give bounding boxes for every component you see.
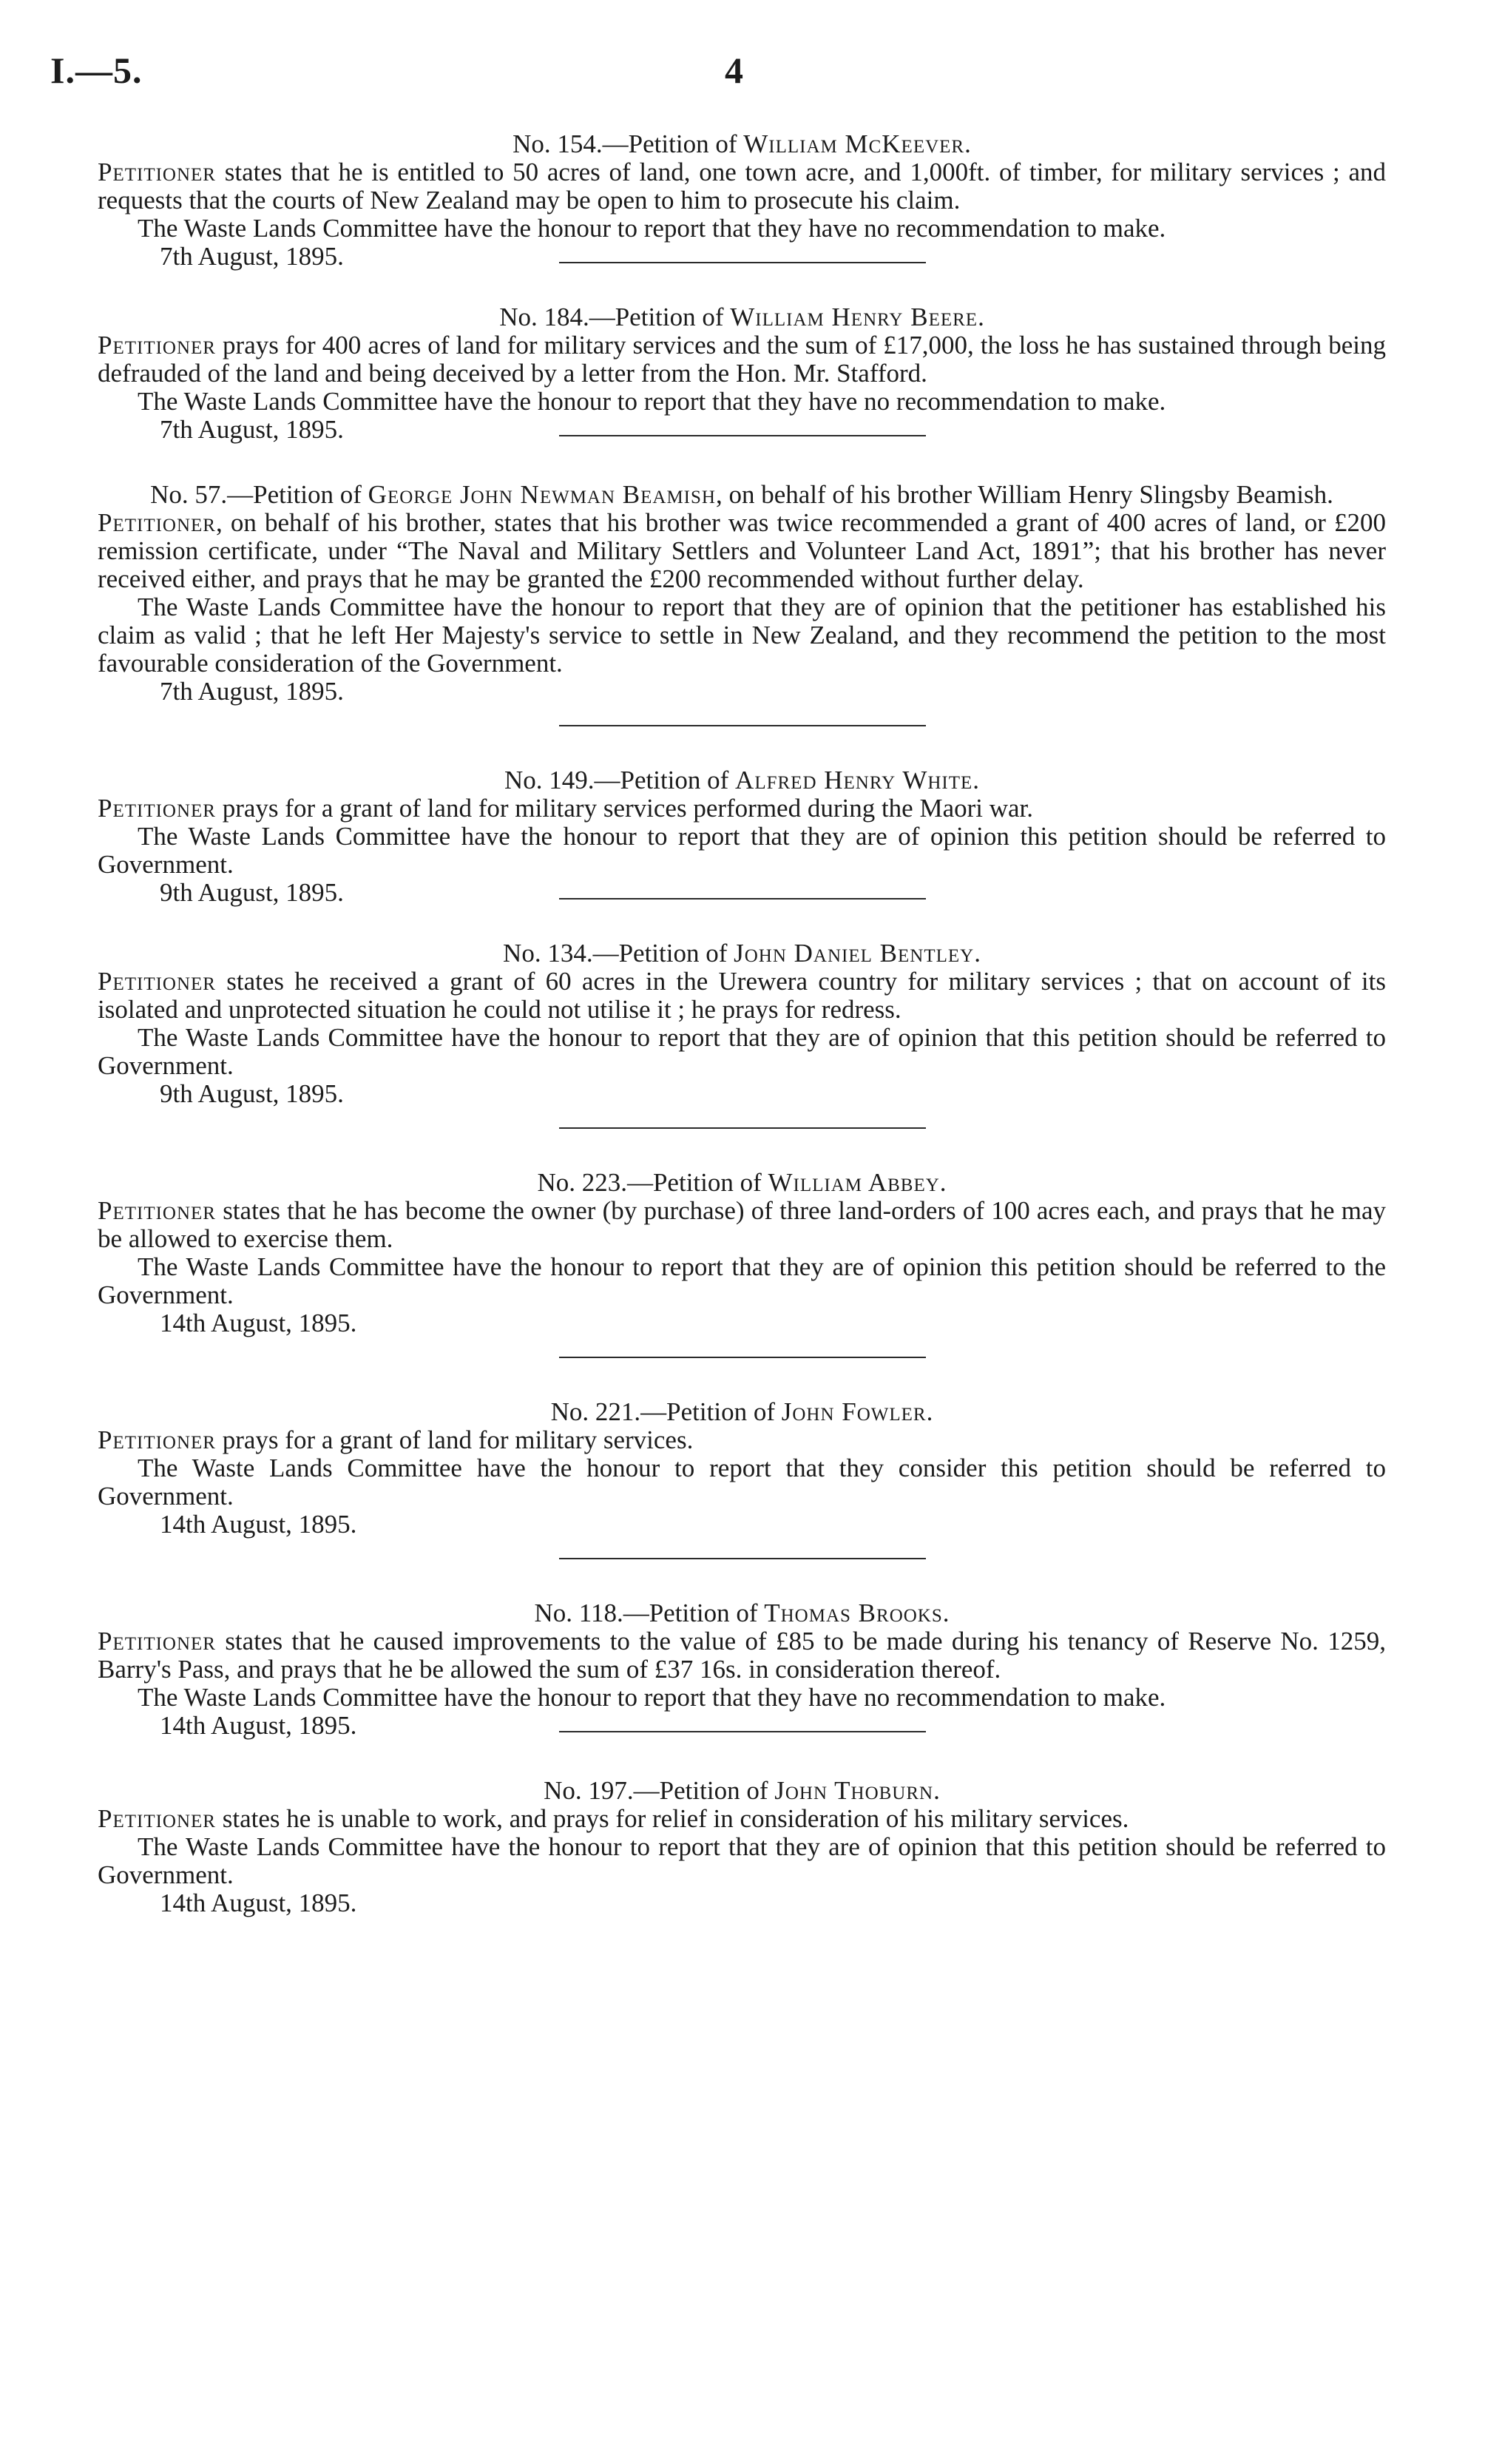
petition-statement: Petitioner states he is unable to work, and prays for relief in consideration of his military services. xyxy=(98,1804,1129,1833)
petition-dateline xyxy=(98,416,1386,444)
petition-title: No. 134.—Petition of John Daniel Bentley. xyxy=(503,939,981,968)
petition-dateline xyxy=(98,1080,1386,1108)
petition-197 xyxy=(98,1777,1386,1917)
petition-149 xyxy=(98,766,1386,907)
page-number: 4 xyxy=(725,50,743,91)
petition-statement: Petitioner, on behalf of his brother, states that his brother was twice recommended a grant of 400 acres of land, or £200 remission certificate, under “The Naval and Military Settlers and Volunteer Land Act, 1891”; that his brother has never received either, and prays that he may be granted the £200 recommended without further delay. xyxy=(98,508,1386,593)
petition-title: No. 184.—Petition of William Henry Beere. xyxy=(499,303,984,331)
section-divider xyxy=(559,898,926,899)
report-date: 14th August, 1895. xyxy=(160,1510,357,1539)
section-divider xyxy=(559,1558,926,1559)
section-divider xyxy=(559,1127,926,1129)
committee-report: The Waste Lands Committee have the honour to report that they consider this petition should be referred to Government. xyxy=(98,1454,1386,1511)
petition-118 xyxy=(98,1599,1386,1740)
petition-dateline xyxy=(98,1511,1386,1539)
committee-report: The Waste Lands Committee have the honour to report that they are of opinion that the petitioner has established his claim as valid ; that he left Her Majesty's service to settle in New Zealand, and they recommend the petition to the most favourable consideration of the Government. xyxy=(98,593,1386,678)
petition-title: No. 149.—Petition of Alfred Henry White. xyxy=(504,766,980,794)
petition-dateline xyxy=(98,1309,1386,1337)
report-date: 9th August, 1895. xyxy=(160,878,344,907)
petition-221 xyxy=(98,1398,1386,1567)
committee-report: The Waste Lands Committee have the honour to report that they are of opinion this petition should be referred to Government. xyxy=(98,822,1386,879)
committee-report: The Waste Lands Committee have the honour to report that they have no recommendation to make. xyxy=(138,387,1166,416)
petition-dateline xyxy=(98,1889,1386,1917)
petitioner-name: William McKeever xyxy=(743,129,965,158)
petition-dateline xyxy=(98,243,1386,271)
petitioner-name: William Henry Beere xyxy=(730,303,978,331)
section-divider xyxy=(559,1731,926,1732)
petition-title: No. 197.—Petition of John Thoburn. xyxy=(544,1776,940,1805)
petitioner-name: John Fowler xyxy=(781,1397,927,1426)
petition-184 xyxy=(98,303,1386,444)
committee-report: The Waste Lands Committee have the honour to report that they are of opinion that this petition should be referred to Government. xyxy=(98,1832,1386,1889)
document-body xyxy=(98,130,1386,1917)
section-divider xyxy=(559,262,926,263)
committee-report: The Waste Lands Committee have the honour to report that they have no recommendation to make. xyxy=(138,214,1166,243)
page-header xyxy=(50,49,1411,108)
report-date: 7th August, 1895. xyxy=(160,415,344,444)
petition-dateline xyxy=(98,1712,1386,1740)
section-divider xyxy=(559,1357,926,1358)
committee-report: The Waste Lands Committee have the honour to report that they are of opinion that this petition should be referred to Government. xyxy=(98,1023,1386,1080)
petition-57 xyxy=(98,481,1386,734)
committee-report: The Waste Lands Committee have the honour to report that they have no recommendation to make. xyxy=(138,1683,1166,1712)
report-date: 14th August, 1895. xyxy=(160,1711,357,1740)
petitioner-name: Alfred Henry White xyxy=(735,766,973,794)
petition-title: No. 57.—Petition of George John Newman Beamish, on behalf of his brother William Henry Slingsby Beamish. xyxy=(150,480,1333,509)
petition-title: No. 221.—Petition of John Fowler. xyxy=(550,1397,933,1426)
petition-statement: Petitioner prays for 400 acres of land for military services and the sum of £17,000, the loss he has sustained through being defrauded of the land and being deceived by a letter from the Hon. Mr. Stafford. xyxy=(98,331,1386,388)
petitioner-name: John Daniel Bentley xyxy=(734,939,975,968)
report-date: 14th August, 1895. xyxy=(160,1888,357,1917)
petition-154 xyxy=(98,130,1386,271)
petition-dateline xyxy=(98,879,1386,907)
petitioner-name: William Abbey xyxy=(768,1168,940,1197)
document-reference: I.—5. xyxy=(50,50,143,91)
petitioner-name: George John Newman Beamish xyxy=(368,480,716,509)
petition-title: No. 154.—Petition of William McKeever. xyxy=(512,129,971,158)
section-divider xyxy=(559,725,926,726)
report-date: 9th August, 1895. xyxy=(160,1079,344,1108)
petition-title: No. 223.—Petition of William Abbey. xyxy=(537,1168,947,1197)
petition-statement: Petitioner states that he is entitled to 50 acres of land, one town acre, and 1,000ft. of timber, for military services ; and requests that the courts of New Zealand may be open to him to prosecute his claim. xyxy=(98,158,1386,215)
committee-report: The Waste Lands Committee have the honour to report that they are of opinion this petition should be referred to the Government. xyxy=(98,1252,1386,1309)
report-date: 14th August, 1895. xyxy=(160,1309,357,1337)
petition-statement: Petitioner states that he caused improvements to the value of £85 to be made during his tenancy of Reserve No. 1259, Barry's Pass, and prays that he be allowed the sum of £37 16s. in consideration thereof. xyxy=(98,1627,1386,1684)
petition-134 xyxy=(98,939,1386,1136)
petitioner-name: John Thoburn xyxy=(774,1776,934,1805)
petition-statement: Petitioner prays for a grant of land for military services. xyxy=(98,1425,694,1454)
petition-statement: Petitioner states that he has become the owner (by purchase) of three land-orders of 100 acres each, and prays that he may be allowed to exercise them. xyxy=(98,1196,1386,1253)
petition-dateline xyxy=(98,678,1386,706)
section-divider xyxy=(559,435,926,436)
report-date: 7th August, 1895. xyxy=(160,242,344,271)
petition-title: No. 118.—Petition of Thomas Brooks. xyxy=(534,1599,950,1627)
petition-223 xyxy=(98,1169,1386,1366)
report-date: 7th August, 1895. xyxy=(160,677,344,706)
petition-statement: Petitioner prays for a grant of land for military services performed during the Maori war. xyxy=(98,794,1034,823)
petition-statement: Petitioner states he received a grant of 60 acres in the Urewera country for military services ; that on account of its isolated and unprotected situation he could not utilise it ; he prays for redress. xyxy=(98,967,1386,1024)
petitioner-name: Thomas Brooks xyxy=(764,1599,943,1627)
